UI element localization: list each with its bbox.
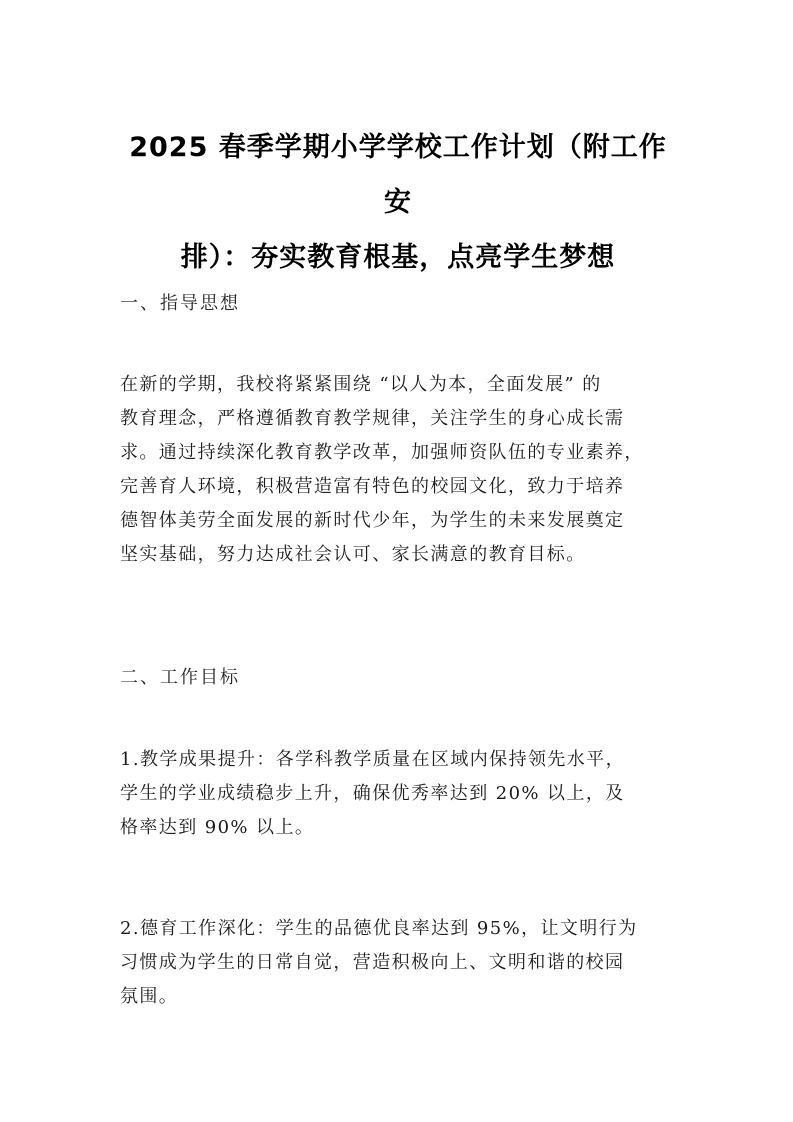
title-line-2: 排）：夯实教育根基，点亮学生梦想 [180,242,616,273]
paragraph-line: 完善育人环境，积极营造富有特色的校园文化，致力于培养 [120,476,625,497]
paragraph-line: 求。通过持续深化教育教学改革，加强师资队伍的专业素养， [120,442,644,463]
paragraph-line: 教育理念，严格遵循教育教学规律，关注学生的身心成长需 [120,408,625,429]
paragraph-guiding-ideology [120,368,676,572]
paragraph-line: 在新的学期，我校将紧紧围绕 “以人为本，全面发展” 的 [120,374,602,395]
paragraph-line: 德智体美劳全面发展的新时代少年，为学生的未来发展奠定 [120,510,625,531]
paragraph-line: 氛围。 [120,986,179,1007]
paragraph-line: 2.德育工作深化：学生的品德优良率达到 95%，让文明行为 [120,918,638,939]
section-heading-guiding-ideology: 一、指导思想 [120,293,240,314]
paragraph-line: 学生的学业成绩稳步上升，确保优秀率达到 20% 以上，及 [120,783,625,804]
paragraph-line: 坚实基础，努力达成社会认可、家长满意的教育目标。 [120,544,586,565]
goal-item-teaching [120,743,676,845]
goal-item-moral-education [120,912,676,1014]
section-heading-work-goals: 二、工作目标 [120,667,240,688]
paragraph-line: 1.教学成果提升：各学科教学质量在区域内保持领先水平， [120,749,625,770]
paragraph-line: 习惯成为学生的日常自觉，营造积极向上、文明和谐的校园 [120,952,625,973]
paragraph-line: 格率达到 90% 以上。 [120,817,315,838]
document-title [118,120,678,285]
title-line-1: 2025 春季学期小学学校工作计划（附工作安 [129,132,667,218]
